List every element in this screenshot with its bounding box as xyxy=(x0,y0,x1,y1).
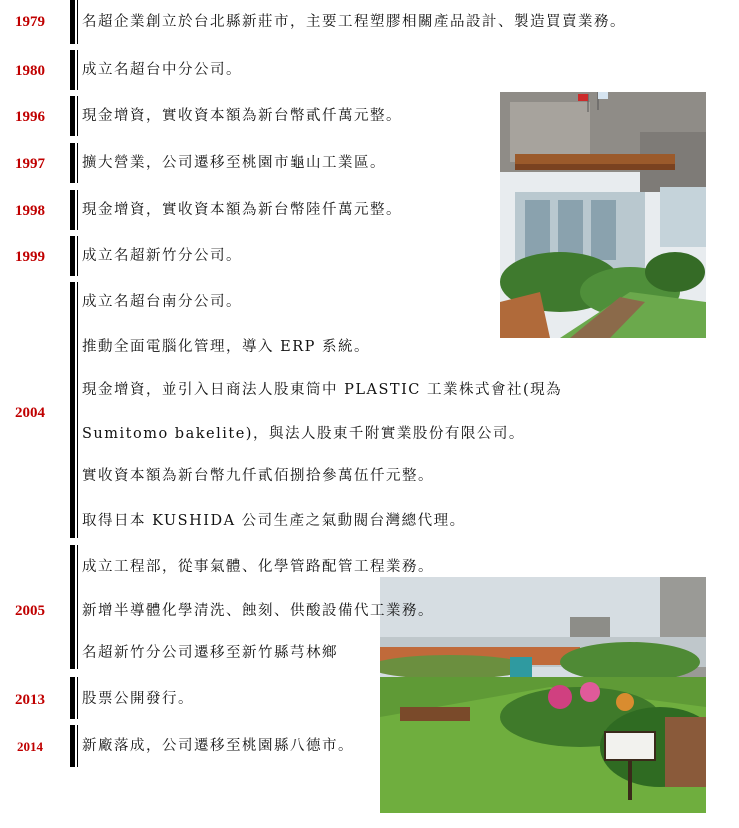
year-1979: 1979 xyxy=(15,14,45,30)
rooftop-pergola-photo xyxy=(500,92,706,338)
divider-1996 xyxy=(70,96,75,136)
entry-1997: 擴大營業，公司遷移至桃園市龜山工業區。 xyxy=(82,155,386,171)
year-1997: 1997 xyxy=(15,156,45,172)
entry-2005-3: 名超新竹分公司遷移至新竹縣芎林鄉 xyxy=(82,645,338,661)
divider-1997 xyxy=(70,143,75,183)
year-2013: 2013 xyxy=(15,692,45,708)
year-1996: 1996 xyxy=(15,109,45,125)
divider-2004 xyxy=(70,282,75,538)
year-1999: 1999 xyxy=(15,249,45,265)
divider-1980 xyxy=(70,50,75,90)
entry-1998: 現金增資，實收資本額為新台幣陸仟萬元整。 xyxy=(82,202,402,218)
year-2005: 2005 xyxy=(15,603,45,619)
entry-1979: 名超企業創立於台北縣新莊市，主要工程塑膠相關產品設計、製造買賣業務。 xyxy=(82,14,626,30)
entry-2014: 新廠落成，公司遷移至桃園縣八德市。 xyxy=(82,738,354,754)
divider-1979 xyxy=(70,0,75,44)
entry-1996: 現金增資，實收資本額為新台幣貳仟萬元整。 xyxy=(82,108,402,124)
entry-2004-3: 現金增資，並引入日商法人股東筒中 PLASTIC 工業株式會社(現為 xyxy=(82,382,563,398)
entry-2004-5: 實收資本額為新台幣九仟貳佰捌拾參萬伍仟元整。 xyxy=(82,468,434,484)
divider-1999 xyxy=(70,236,75,276)
year-2014: 2014 xyxy=(17,739,43,754)
entry-2013: 股票公開發行。 xyxy=(82,691,194,707)
divider-1998 xyxy=(70,190,75,230)
entry-2005-1: 成立工程部，從事氣體、化學管路配管工程業務。 xyxy=(82,559,434,575)
entry-2005-2: 新增半導體化學清洗、蝕刻、供酸設備代工業務。 xyxy=(82,603,434,619)
entry-2004-6: 取得日本 KUSHIDA 公司生產之氣動閥台灣總代理。 xyxy=(82,513,466,529)
year-1980: 1980 xyxy=(15,63,45,79)
year-1998: 1998 xyxy=(15,203,45,219)
entry-2004-4: Sumitomo bakelite)，與法人股東千附實業股份有限公司。 xyxy=(82,426,525,442)
divider-2005 xyxy=(70,545,75,669)
year-2004: 2004 xyxy=(15,405,45,421)
entry-2004-1: 成立名超台南分公司。 xyxy=(82,294,242,310)
divider-2013 xyxy=(70,677,75,719)
entry-2004-2: 推動全面電腦化管理，導入 ERP 系統。 xyxy=(82,339,370,355)
entry-1980: 成立名超台中分公司。 xyxy=(82,62,242,78)
entry-1999: 成立名超新竹分公司。 xyxy=(82,248,242,264)
divider-2014 xyxy=(70,725,75,767)
